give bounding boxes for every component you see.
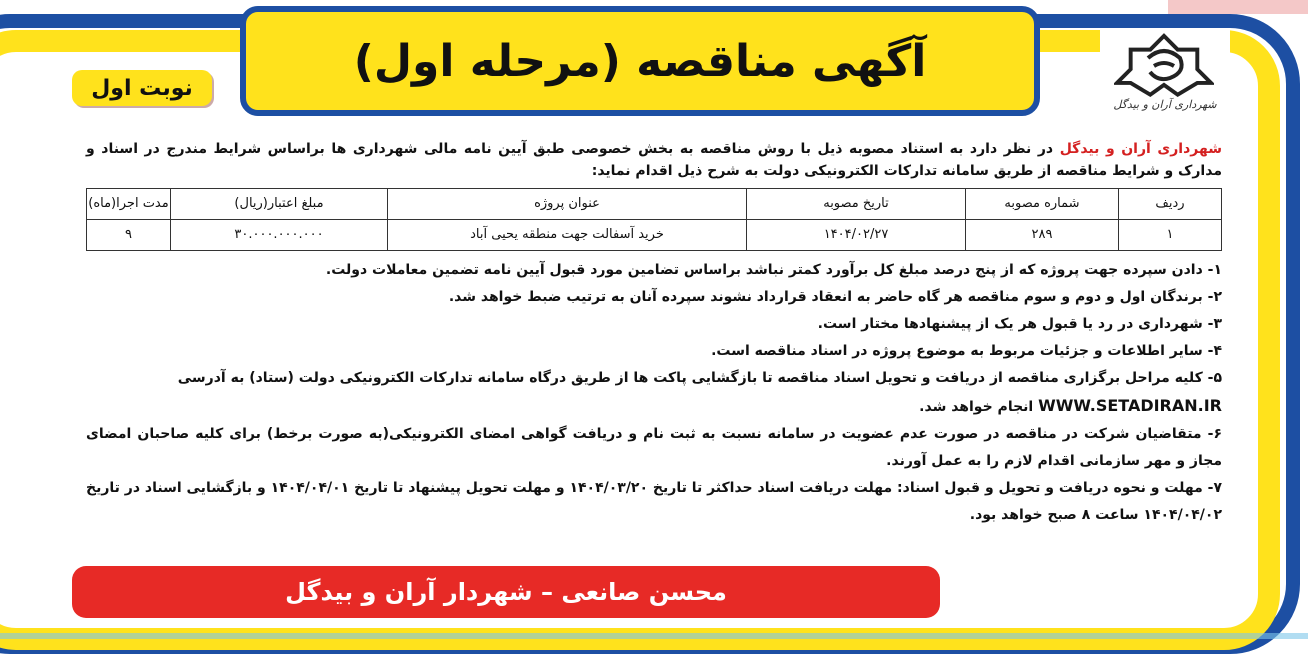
table-cell: ۱ [1119, 220, 1222, 251]
condition-item: ۴- سایر اطلاعات و جزئیات مربوط به موضوع پروژه در اسناد مناقصه است. [711, 343, 1222, 359]
url-line-tail: انجام خواهد شد. [919, 399, 1039, 415]
column-header: مبلغ اعتبار(ریال) [171, 189, 388, 220]
condition-item: ۷- مهلت و نحوه دریافت و تحویل و قبول اسناد: مهلت دریافت اسناد حداکثر تا تاریخ ۱۴۰۴/۰۳/۲۰ و مهلت تحویل پیشنهاد تا تاریخ ۱۴۰۴/۰۴/۰۱ و بازگشایی اسناد در تاریخ ۱۴۰۴/۰۴/۰۲ ساعت ۸ صبح خواهد بود. [86, 480, 1222, 523]
condition-item-url-line [86, 392, 1222, 421]
condition-item: ۲- برندگان اول و دوم و سوم مناقصه هر گاه حاضر به انعقاد قرارداد نشوند سپرده آنان به ترتیب ضبط خواهد شد. [448, 289, 1222, 305]
table-cell: ۱۴۰۴/۰۲/۲۷ [747, 220, 966, 251]
intro-paragraph [86, 138, 1222, 182]
condition-item: ۵- کلیه مراحل برگزاری مناقصه از دریافت و تحویل اسناد مناقصه تا بازگشایی پاکت ها از طریق درگاه سامانه تدارکات الکترونیکی دولت (ستاد) به آدرسی [177, 370, 1222, 386]
condition-item: ۶- متقاضیان شرکت در مناقصه در صورت عدم عضویت در سامانه نسبت به ثبت نام و دریافت گواهی امضای الکترونیکی(به صورت برخط) برای کلیه صاحبان امضای مجاز و مهر سازمانی اقدام لازم را به عمل آورند. [86, 426, 1222, 469]
notice-body [86, 138, 1222, 529]
round-label: نوبت اول [91, 75, 193, 101]
column-header: مدت اجرا(ماه) [87, 189, 171, 220]
condition-item: ۱- دادن سپرده جهت پروژه که از پنج درصد مبلغ کل برآورد کمتر نباشد براساس تضامین مورد قبول آیین نامه تضمین معاملات دولت. [325, 262, 1222, 278]
logo-caption: شهرداری آران و بیدگل [1113, 98, 1217, 111]
column-header: عنوان پروژه [388, 189, 747, 220]
table-row [87, 220, 1222, 251]
table-cell: خرید آسفالت جهت منطقه یحیی آباد [388, 220, 747, 251]
column-header: تاریخ مصوبه [747, 189, 966, 220]
round-badge [72, 70, 212, 106]
project-table [86, 188, 1222, 251]
title-banner [240, 6, 1040, 116]
condition-item: ۳- شهرداری در رد یا قبول هر یک از پیشنهادها مختار است. [817, 316, 1222, 332]
municipality-logo [1100, 30, 1230, 118]
bottom-stripe [0, 633, 1308, 639]
corner-decoration [1168, 0, 1308, 14]
table-header-row [87, 189, 1222, 220]
signature-banner [72, 566, 940, 618]
table-cell: ۳۰.۰۰۰.۰۰۰.۰۰۰ [171, 220, 388, 251]
column-header: ردیف [1119, 189, 1222, 220]
column-header: شماره مصوبه [966, 189, 1119, 220]
setad-url-link[interactable]: WWW.SETADIRAN.IR [1038, 396, 1222, 415]
municipality-name: شهرداری آران و بیدگل [1059, 141, 1222, 157]
emblem-icon [1114, 32, 1214, 98]
table-cell: ۲۸۹ [966, 220, 1119, 251]
intro-text: در نظر دارد به استناد مصوبه ذیل با روش مناقصه به بخش خصوصی طبق آیین نامه مالی شهرداری ها براساس شرایط مندرج در اسناد و مدارک و شرایط مناقصه از طریق سامانه تدارکات الکترونیکی دولت به شرح ذیل اقدام نماید: [86, 141, 1222, 179]
table-cell: ۹ [87, 220, 171, 251]
notice-title: آگهی مناقصه (مرحله اول) [353, 35, 927, 87]
signatory: محسن صانعی – شهردار آران و بیدگل [285, 578, 727, 606]
